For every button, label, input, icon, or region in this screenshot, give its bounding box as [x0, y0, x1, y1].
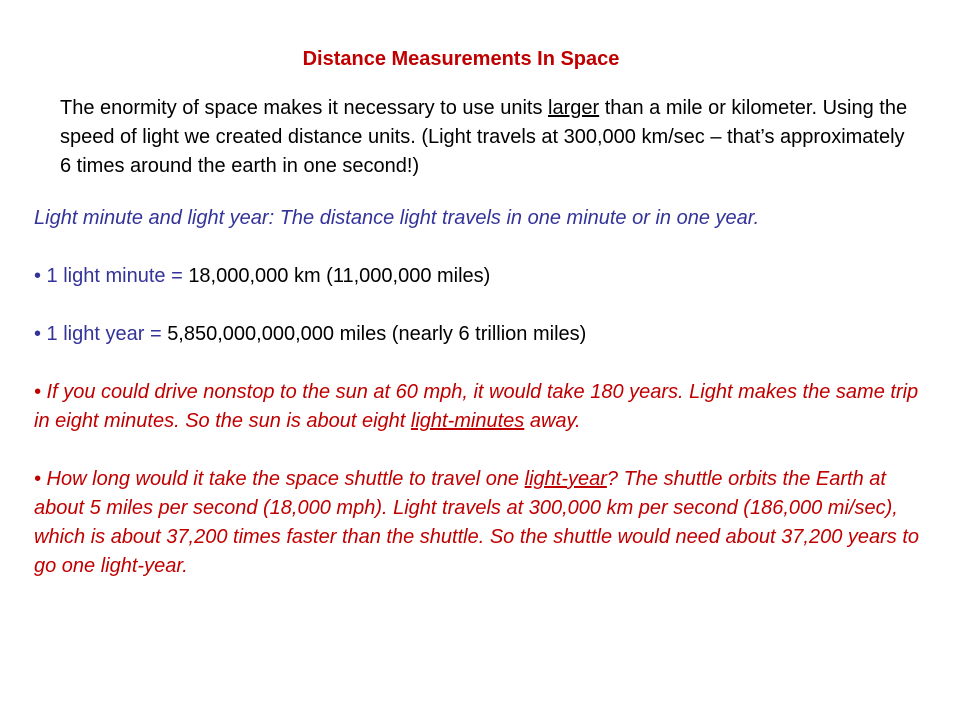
light-minute-value: 18,000,000 km (11,000,000 miles)	[188, 265, 491, 287]
shuttle-text-1: • How long would it take the space shuttle to travel one	[34, 468, 525, 490]
body-block	[34, 204, 934, 581]
intro-text-2: than a mile or kilometer. Using the speed of light we created distance units. (Light travels at 300,000 km/sec – that’s approximately 6 times around the earth in one second!)	[60, 97, 908, 177]
light-minute-label: • 1 light minute =	[34, 265, 189, 287]
shuttle-underlined-light-year: light-year	[524, 468, 607, 490]
slide-title: Distance Measurements In Space	[302, 48, 620, 70]
shuttle-text-2: ? The shuttle orbits the Earth at about 5 miles per second (18,000 mph). Light travels at 300,000 km per second (186,000 mi/sec), which is about 37,200 times faster than the shuttle. So the shuttle would need about 37,200 years to go one light-year.	[34, 468, 920, 577]
sun-underlined-light-minutes: light-minutes	[410, 410, 525, 432]
bullet-sun	[34, 378, 934, 436]
light-year-value: 5,850,000,000,000 miles (nearly 6 trillion miles)	[167, 323, 587, 345]
bullet-light-year	[34, 320, 934, 349]
light-year-label: • 1 light year =	[34, 323, 168, 345]
intro-paragraph	[60, 94, 920, 181]
intro-text-1: The enormity of space makes it necessary to use units	[60, 97, 548, 119]
definition-line: Light minute and light year: The distance light travels in one minute or in one year.	[34, 207, 760, 229]
sun-text-2: away.	[524, 410, 581, 432]
bullet-light-minute	[34, 262, 934, 291]
sun-text-1: • If you could drive nonstop to the sun at 60 mph, it would take 180 years. Light makes the same trip in eight minutes. So the sun is about eight	[34, 381, 919, 432]
bullet-shuttle	[34, 465, 934, 581]
intro-underlined-larger: larger	[548, 97, 600, 119]
